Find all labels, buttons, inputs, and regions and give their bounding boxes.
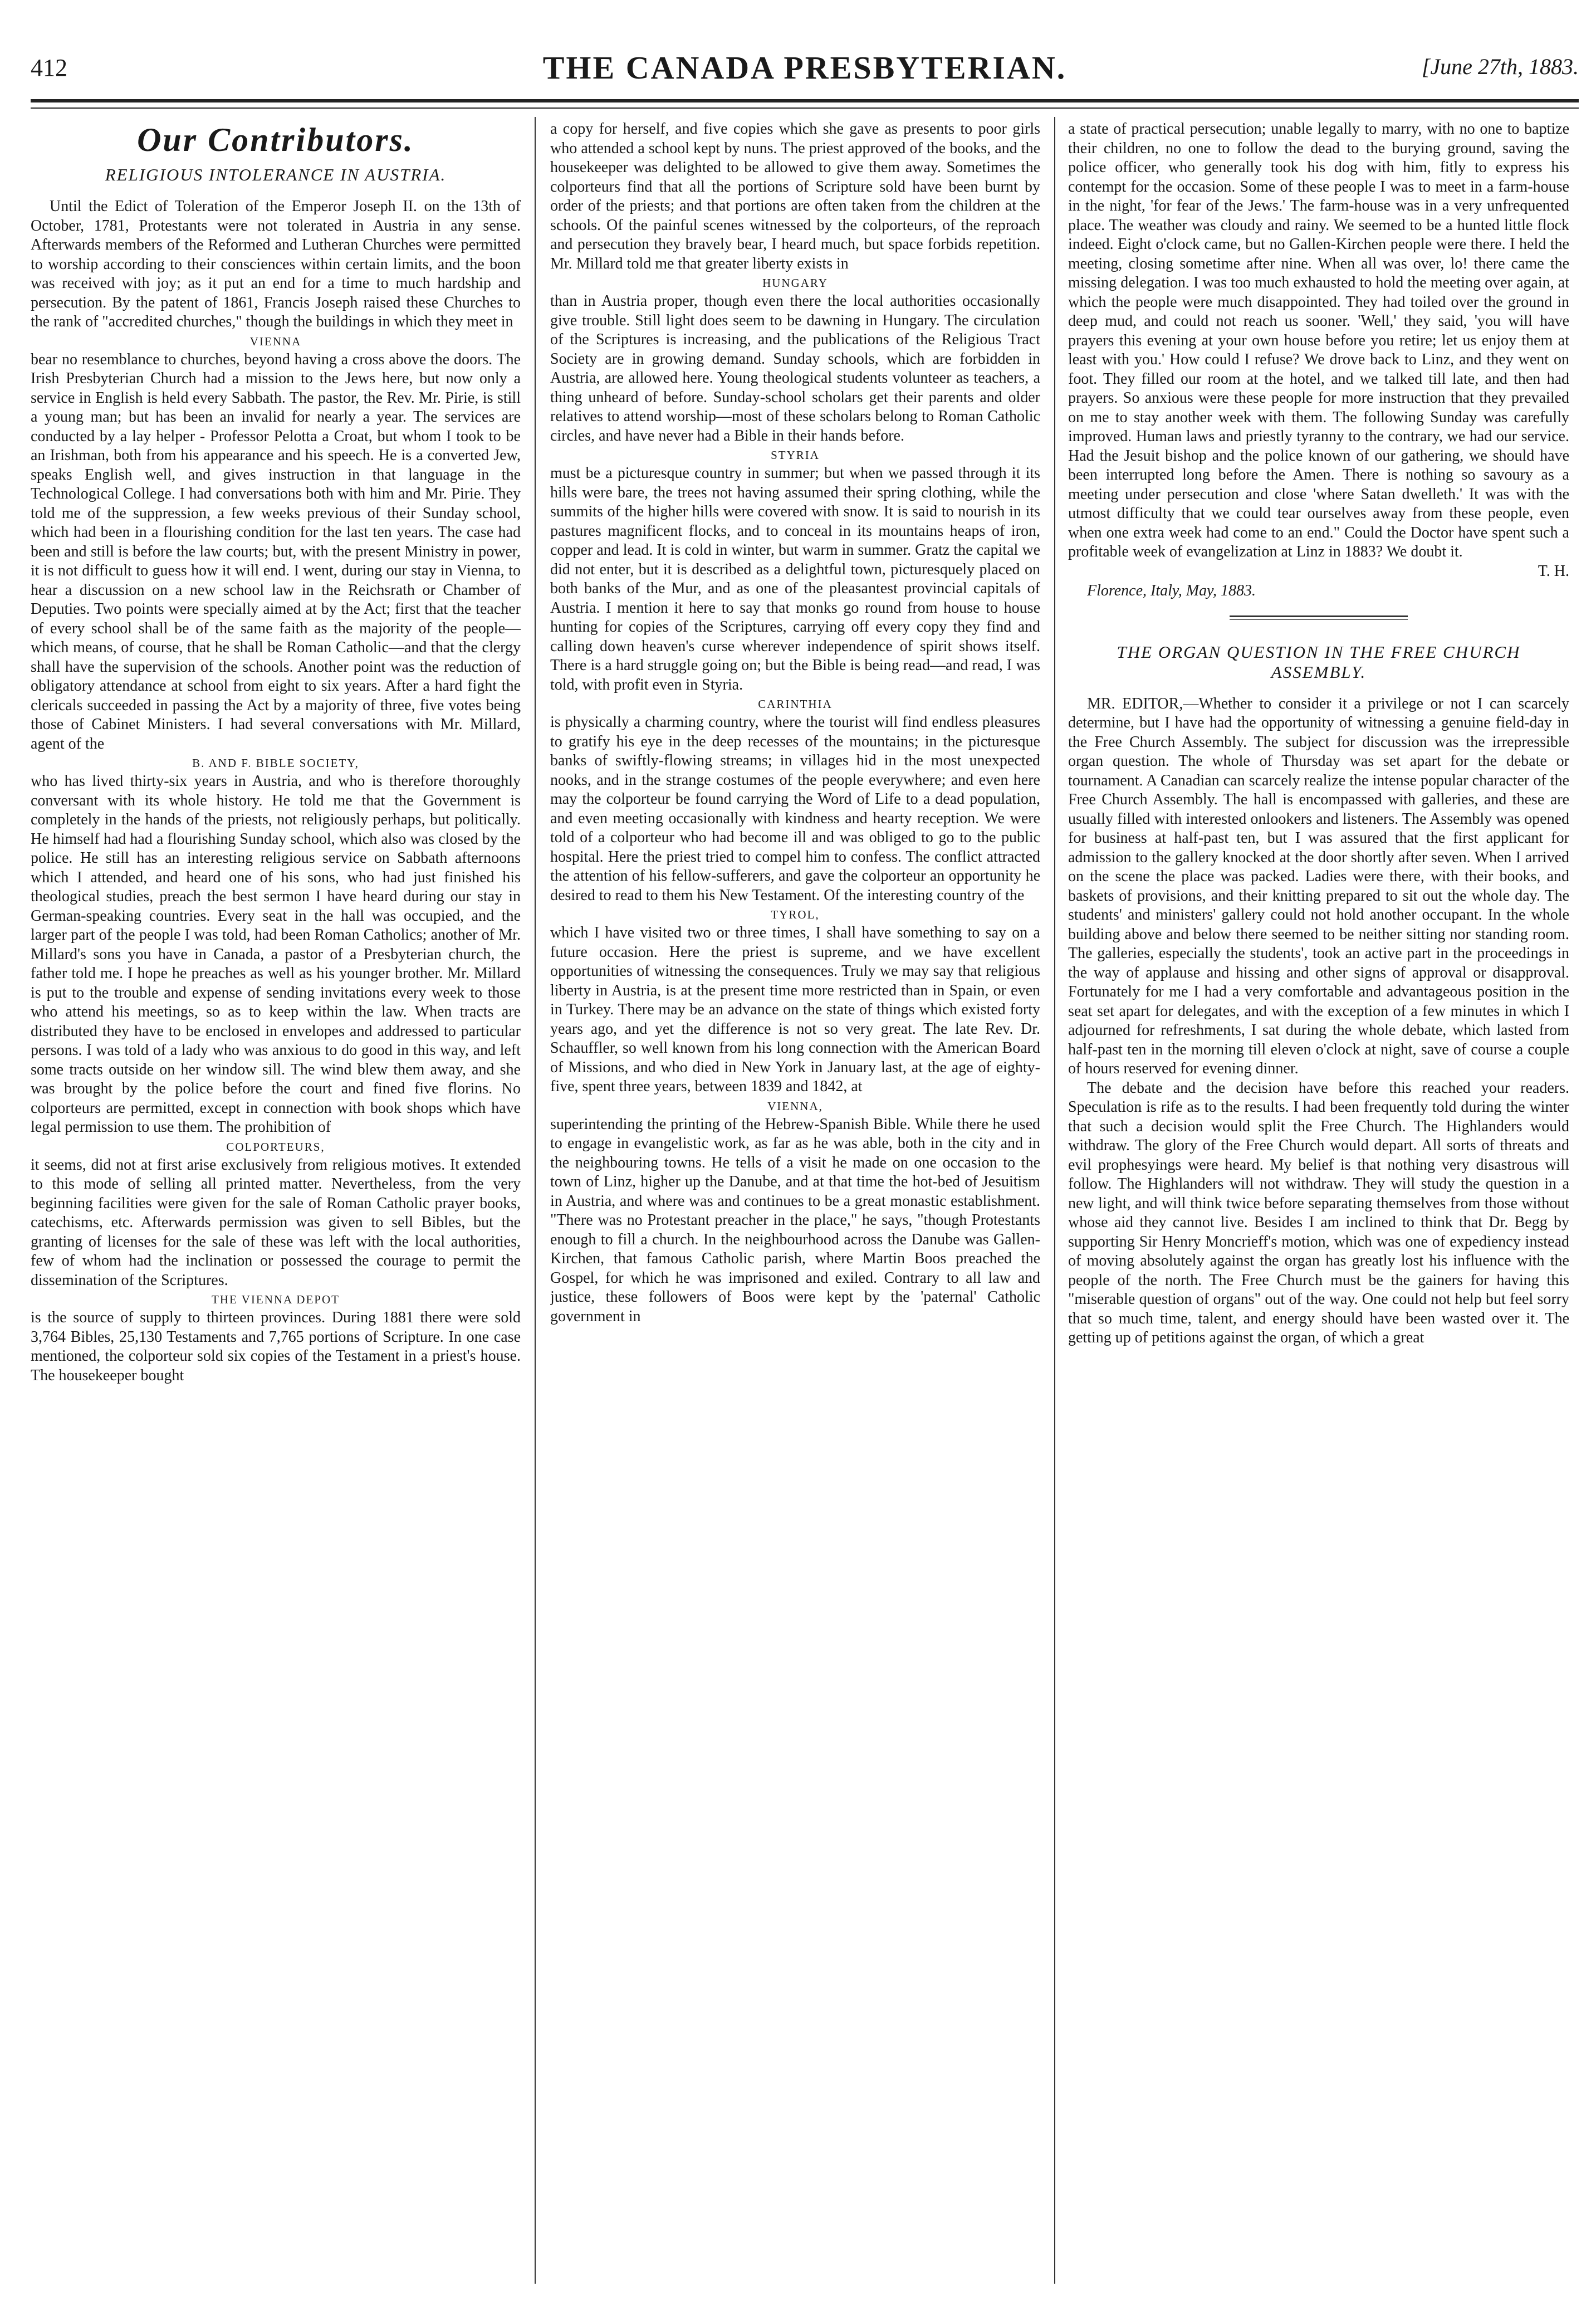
- subheading: HUNGARY: [762, 276, 828, 290]
- paragraph: MR. EDITOR,—Whether to consider it a privilege or not I can scarcely determine, but I have had the opportunity of witnessing a genuine field-day in the Free Church Assembly. The subject for discussion was the irrepressible organ question. The whole of Thursday was set apart for the debate or tournament. A Canadian can scarcely realize the intense popular character of the Free Church Assembly. The hall is encompassed with galleries, and these are usually filled with interested onlookers and listeners. The Assembly was opened for business at half-past ten, but I was assured that the first applicant for admission to the gallery knocked at the door shortly after seven. When I arrived on the scene the place was packed. Ladies were there, with their books, and baskets of provisions, and their knitting prepared to sit out the whole day. The students' and ministers' gallery could not hold another occupant. In the whole building above and below there seemed to be neither sitting nor standing room. The galleries, especially the students', took an active part in the proceedings in the way of applause and hissing and other signs of approval or disapproval. Fortunately for me I had a very comfortable and advantageous position in the seat set apart for delegates, and with the exception of a few minutes in which I adjourned for refreshments, I sat during the whole debate, which lasted from half-past ten in the morning till eleven o'clock at night, save of course a couple of hours reserved for evening dinner.: [1068, 695, 1569, 1077]
- subheading: CARINTHIA: [758, 697, 833, 711]
- paragraph: is physically a charming country, where the tourist will find endless pleasures to gratify his eye in the deep recesses of the mountains; in the picturesque banks of swiftly-flowing streams; in villages hid in the most unexpected nooks, and in the strange costumes of the people everywhere; and even here may the colporteur be found carrying the Word of Life to a dead population, and even meeting occasionally with kindness and hearty reception. We were told of a colporteur who had become ill and was obliged to go to the public hospital. Here the priest tried to compel him to confess. The conflict attracted the attention of his fellow-sufferers, and gave the colporteur an opportunity he desired to read to them his New Testament. Of the interesting country of the: [550, 714, 1040, 904]
- article-separator: [1230, 619, 1408, 620]
- paragraph: a copy for herself, and five copies which she gave as presents to poor girls who attended a school kept by nuns. The priest approved of the books, and the housekeeper was delighted to be allowed to give them away. Sometimes the colporteurs find that all the portions of Scripture sold have been burnt by order of the priests; and that portions are often taken from the children at the schools. Of the painful scenes witnessed by the colporteurs, of the reproach and persecution they bravely bear, I heard much, but space forbids repetition. Mr. Millard told me that greater liberty exists in: [550, 120, 1040, 272]
- masthead: [31, 49, 1579, 102]
- column-rule: [1054, 117, 1055, 2284]
- paragraph: is the source of supply to thirteen provinces. During 1881 there were sold 3,764 Bibles, 25,130 Testaments and 7,765 portions of Scripture. In one case mentioned, the colporteur sold six copies of the Testament in a priest's house. The housekeeper bought: [31, 1309, 521, 1384]
- column-1: [31, 120, 521, 2284]
- issue-date: [June 27th, 1883.: [1421, 54, 1579, 79]
- signoff: [1068, 562, 1569, 581]
- paragraph: a state of practical persecution; unable legally to marry, with no one to baptize their children, no one to follow the dead to the burying ground, saving the police officer, who generally took his dog with him, fitly to express his contempt for the occasion. Some of these people I was to meet in a farm-house in the night, 'for fear of the Jews.' The farm-house was in a very unfrequented place. The weather was cloudy and rainy. We seemed to be a hunted little flock indeed. Eight o'clock came, but no Gallen-Kirchen people were there. I held the meeting, closing sometime after nine. When all was over, lo! there came the missing delegation. I was too much exhausted to hold the meeting over again, at which the people were much disappointed. They had toiled over the ground in deep mud, and could not reach us sooner. 'Well,' they said, 'you will have prayers this evening at your own house before you retire; let us enjoy them at least with you.' How could I refuse? We drove back to Linz, and they went on foot. They filled our room at the hotel, and we talked till late, and then had prayers. So anxious were these people for more instruction that they prevailed on me to stay another week with them. The following Sunday was carefully improved. Human laws and priestly tyranny to the contrary, we had our service. Had the Jesuit bishop and the police known of our gathering, we should have been interrupted long before the Amen. There is nothing so savoury as a meeting under persecution and close 'where Satan dwelleth.' It was with the utmost difficulty that we could tear ourselves away from these people, even when one extra week had come to an end." Could the Doctor have spent such a profitable week of evangelization at Linz in 1883? We doubt it.: [1068, 120, 1569, 560]
- header-rule-thin: [31, 108, 1579, 109]
- page-number: 412: [31, 54, 67, 81]
- dateline: Florence, Italy, May, 1883.: [1087, 582, 1256, 599]
- paragraph: must be a picturesque country in summer; but when we passed through it its hills were bare, the trees not having assumed their spring clothing, while the summits of the higher hills were covered with snow. It is said to nourish in its pastures magnificent flocks, and to conceal in its mountains heaps of iron, copper and lead. It is cold in winter, but warm in summer. Gratz the capital we did not enter, but it is described as a delightful town, picturesquely placed on both banks of the Mur, and as one of the pleasantest provincial capitals of Austria. I mention it here to say that monks go round from house to house hunting for copies of the Scriptures, carrying off every copy they find and calling down heaven's curse wherever independence of spirit shows itself. There is a hard struggle going on; but the Bible is being read—and read, I was told, with profit even in Styria.: [550, 465, 1040, 693]
- header-rule-thick: [31, 99, 1579, 102]
- article-title: RELIGIOUS INTOLERANCE IN AUSTRIA.: [105, 165, 447, 184]
- author-initials: T. H.: [1538, 562, 1569, 580]
- column-2: [550, 120, 1040, 2284]
- subheading: VIENNA: [249, 334, 302, 348]
- paragraph: than in Austria proper, though even there the local authorities occasionally give trouble. Still light does seem to be dawning in Hungary. The circulation of the Scriptures is increasing, and the publications of the Religious Tract Society are in growing demand. Sunday schools, which are forbidden in Austria, are allowed here. Young theological students volunteer as teachers, a thing unheard of before. Sunday-school scholars get their parents and older relatives to attend worship—most of these scholars belong to Roman Catholic circles, and have never had a Bible in their hands before.: [550, 292, 1040, 444]
- article-separator: [1230, 615, 1408, 617]
- section-heading: Our Contributors.: [137, 121, 414, 158]
- article-title: THE ORGAN QUESTION IN THE FREE CHURCH ASSEMBLY.: [1117, 642, 1521, 682]
- paragraph: The debate and the decision have before this reached your readers. Speculation is rife as to the results. I had been frequently told during the winter that such a decision would split the Free Church. The Highlanders would withdraw. The glory of the Free Church would depart. All sorts of threats and evil prophesyings were heard. My belief is that nothing very disastrous will follow. The Highlanders will not withdraw. They will study the question in a new light, and will think twice before separating themselves from those without whose aid they cannot live. Besides I am inclined to think that Dr. Begg by supporting Sir Henry Moncrieff's motion, which was one of expediency instead of moving absolutely against the organ has greatly lost his influence with the people of the north. The Free Church must be the gainers for having this "miserable question of organs" out of the way. One could not help but feel sorry that so much time, talent, and energy should have been wasted over it. The getting up of petitions against the organ, of which a great: [1068, 1079, 1569, 1346]
- subheading: STYRIA: [771, 448, 820, 462]
- newspaper-title: THE CANADA PRESBYTERIAN.: [542, 50, 1067, 86]
- subheading: B. AND F. BIBLE SOCIETY,: [192, 756, 359, 770]
- paragraph: superintending the printing of the Hebrew-Spanish Bible. While there he used to engage in evangelistic work, as far as he was able, both in the city and in the neighbouring towns. He tells of a visit he made on one occasion to the town of Linz, higher up the Danube, and at that time the hot-bed of Jesuitism in Austria, and where was and continues to be a great monastic establishment. "There was no Protestant preacher in the place," he says, "though Protestants enough to fill a church. In the neighbourhood across the Danube was Gallen-Kirchen, that famous Catholic parish, where Martin Boos preached the Gospel, for which he was imprisoned and exiled. Contrary to all law and justice, these followers of Boos were kept by the 'paternal' Catholic government in: [550, 1115, 1040, 1325]
- paragraph: Until the Edict of Toleration of the Emperor Joseph II. on the 13th of October, 1781, Protestants were not tolerated in Austria in any sense. Afterwards members of the Reformed and Lutheran Churches were permitted to worship according to their consciences within certain limits, and the boon was received with joy; as it put an end for a time to much hardship and persecution. By the patent of 1861, Francis Joseph raised these Churches to the rank of "accredited churches," though the buildings in which they meet in: [31, 198, 521, 330]
- paragraph: bear no resemblance to churches, beyond having a cross above the doors. The Irish Presbyterian Church had a mission to the Jews here, but now only a service in English is held every Sabbath. The pastor, the Rev. Mr. Pirie, is still a young man; but has been an invalid for nearly a year. The services are conducted by a lay helper - Professor Pelotta a Croat, but whom I took to be an Irishman, both from his appearance and his speech. He is a converted Jew, speaks English well, and gives instruction in that language in the Technological College. I had conversations both with him and Mr. Pirie. They told me of the suppression, a few weeks previous of their Sunday school, which had been in a flourishing condition for the last ten years. The case had been and still is before the law courts; but, with the present Ministry in power, it is not difficult to guess how it will end. I went, during our stay in Vienna, to hear a discussion on a new school law in the Reichsrath or Chamber of Deputies. Two points were specially aimed at by the Act; first that the teacher of every school shall be of the same faith as the majority of the people—which means, of course, that he shall be Roman Catholic—and that the clergy shall have the supervision of the schools. Another point was the reduction of obligatory attendance at school from eight to six years. After a hard fight the clericals succeeded in passing the Act by a majority of three, five votes being those of Cabinet Ministers. I had several conversations with Mr. Millard, agent of the: [31, 350, 521, 753]
- paragraph: it seems, did not at first arise exclusively from religious motives. It extended to this mode of selling all printed matter. Nevertheless, from the very beginning facilities were given for the sale of Roman Catholic prayer books, catechisms, etc. Afterwards permission was given to sell Bibles, but the granting of licenses for the sale of these was left with the local authorities, few of whom had the inclination or possessed the courage to permit the dissemination of the Scriptures.: [31, 1156, 521, 1289]
- subheading: TYROL,: [771, 908, 820, 921]
- column-rule: [535, 117, 536, 2284]
- column-3: [1068, 120, 1569, 2284]
- paragraph: which I have visited two or three times, I shall have something to say on a future occasion. Here the priest is supreme, and we have excellent opportunities of witnessing the consequences. Truly we may say that religious liberty in Austria, is at the present time more restricted than in Spain, or even in Turkey. There may be an advance on the state of things which existed forty years ago, and yet the difference is not so very great. The late Rev. Dr. Schauffler, so well known from his long connection with the American Board of Missions, and who died in New York in January last, at the age of eighty-five, spent three years, between 1839 and 1842, at: [550, 924, 1040, 1095]
- subheading: THE VIENNA DEPOT: [212, 1293, 340, 1306]
- paragraph: who has lived thirty-six years in Austria, and who is therefore thoroughly conversant with its whole history. He told me that the Government is completely in the hands of the priests, not religiously perhaps, but politically. He himself had had a flourishing Sunday school, which also was closed by the police. He still has an interesting religious service on Sabbath afternoons which I attended, and heard one of his sons, who had just finished his theological studies, preach the best sermon I have heard during our stay in German-speaking countries. Every seat in the hall was occupied, and the larger part of the people I was told, had been Roman Catholics; another of Mr. Millard's sons you have in Canada, a pastor of a Presbyterian church, the father told me. I hope he preaches as well as his younger brother. Mr. Millard is put to the trouble and expense of sending invitations every week to those who attend his meetings, so as to keep within the law. When tracts are distributed they have to be enclosed in envelopes and addressed to particular persons. I was told of a lady who was anxious to do good in this way, and left some tracts outside on her window sill. The wind blew them away, and she was brought by the police before the court and fined five florins. No colporteurs are permitted, except in connection with book shops which have legal permission to use them. The prohibition of: [31, 773, 521, 1136]
- subheading: VIENNA,: [767, 1099, 823, 1113]
- subheading: COLPORTEURS,: [226, 1140, 325, 1154]
